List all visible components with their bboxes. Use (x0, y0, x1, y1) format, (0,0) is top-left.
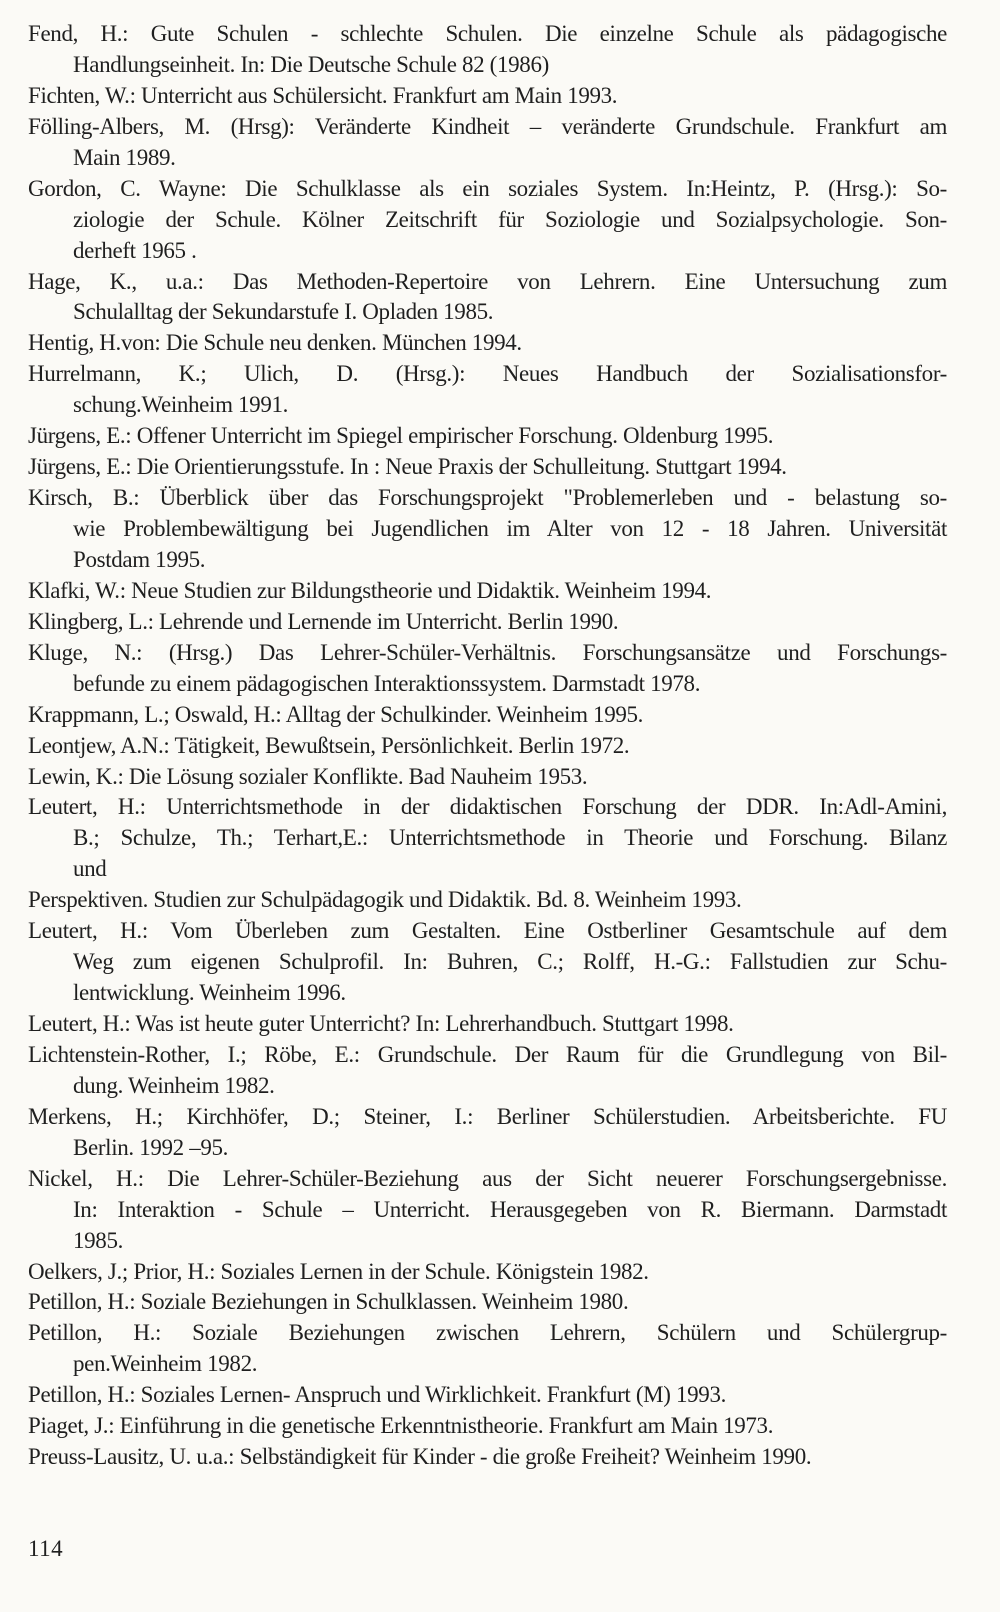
entry-first-line: Klingberg, L.: Lehrende und Lernende im Unterricht. Berlin 1990. (28, 608, 619, 634)
entry-continuation-line: Berlin. 1992 –95. (73, 1134, 229, 1160)
bibliography-entry (28, 19, 947, 81)
entry-continuation-line: Weg zum eigenen Schulprofil. In: Buhren, C.; Rolff, H.-G.: Fallstudien zur Schu- (73, 949, 947, 975)
bibliography-entry (28, 421, 947, 452)
entry-first-line: Gordon, C. Wayne: Die Schulklasse als ein soziales System. In:Heintz, P. (Hrsg.): So- (28, 175, 947, 201)
entry-first-line: Perspektiven. Studien zur Schulpädagogik und Didaktik. Bd. 8. Weinheim 1993. (28, 887, 742, 913)
entry-continuation-line: Handlungseinheit. In: Die Deutsche Schule 82 (1986) (73, 51, 549, 77)
bibliography-entry (28, 174, 947, 267)
bibliography-entry (28, 607, 947, 638)
entry-first-line: Hurrelmann, K.; Ulich, D. (Hrsg.): Neues Handbuch der Sozialisationsfor- (28, 361, 947, 387)
bibliography-entry (28, 1102, 947, 1164)
entry-continuation-line: und (73, 856, 107, 882)
entry-first-line: Leutert, H.: Vom Überleben zum Gestalten. Eine Ostberliner Gesamtschule auf dem (28, 918, 947, 944)
entry-first-line: Lewin, K.: Die Lösung sozialer Konflikte. Bad Nauheim 1953. (28, 763, 588, 789)
bibliography-entry (28, 1318, 947, 1380)
bibliography-list (28, 19, 947, 1473)
bibliography-entry (28, 1380, 947, 1411)
entry-continuation-line: ziologie der Schule. Kölner Zeitschrift für Soziologie und Sozialpsychologie. Son- (73, 206, 947, 232)
bibliography-entry (28, 112, 947, 174)
entry-continuation-line: wie Problembewältigung bei Jugendlichen im Alter von 12 - 18 Jahren. Universität (73, 516, 947, 541)
bibliography-entry (28, 885, 947, 916)
entry-continuation-line: dung. Weinheim 1982. (73, 1072, 275, 1098)
bibliography-entry (28, 731, 947, 762)
entry-first-line: Jürgens, E.: Die Orientierungsstufe. In : Neue Praxis der Schulleitung. Stuttgart 1994. (28, 454, 787, 480)
entry-first-line: Hage, K., u.a.: Das Methoden-Repertoire von Lehrern. Eine Untersuchung zum (28, 268, 947, 294)
entry-first-line: Piaget, J.: Einführung in die genetische Erkenntnistheorie. Frankfurt am Main 1973. (28, 1413, 774, 1439)
bibliography-entry (28, 1040, 947, 1102)
entry-first-line: Jürgens, E.: Offener Unterricht im Spiegel empirischer Forschung. Oldenburg 1995. (28, 423, 774, 449)
entry-first-line: Petillon, H.: Soziale Beziehungen in Schulklassen. Weinheim 1980. (28, 1289, 629, 1315)
bibliography-entry (28, 359, 947, 421)
entry-first-line: Leutert, H.: Was ist heute guter Unterricht? In: Lehrerhandbuch. Stuttgart 1998. (28, 1011, 734, 1036)
entry-continuation-line: pen.Weinheim 1982. (73, 1351, 258, 1377)
bibliography-entry (28, 792, 947, 885)
entry-first-line: Leutert, H.: Unterrichtsmethode in der didaktischen Forschung der DDR. In:Adl-Amini, (28, 794, 947, 820)
entry-continuation-line: derheft 1965 . (73, 237, 197, 263)
entry-first-line: Petillon, H.: Soziales Lernen- Anspruch und Wirklichkeit. Frankfurt (M) 1993. (28, 1382, 726, 1408)
entry-first-line: Leontjew, A.N.: Tätigkeit, Bewußtsein, Persönlichkeit. Berlin 1972. (28, 732, 630, 758)
entry-continuation-line: Main 1989. (73, 144, 176, 170)
entry-continuation-line: B.; Schulze, Th.; Terhart,E.: Unterrichtsmethode in Theorie und Forschung. Bilanz (73, 825, 947, 851)
bibliography-entry (28, 916, 947, 1009)
bibliography-entry (28, 452, 947, 483)
bibliography-entry (28, 267, 947, 329)
bibliography-entry (28, 81, 947, 112)
entry-first-line: Krappmann, L.; Oswald, H.: Alltag der Schulkinder. Weinheim 1995. (28, 701, 644, 727)
entry-first-line: Preuss-Lausitz, U. u.a.: Selbständigkeit für Kinder - die große Freiheit? Weinheim 1990. (28, 1444, 812, 1470)
entry-first-line: Fichten, W.: Unterricht aus Schülersicht. Frankfurt am Main 1993. (28, 82, 618, 108)
entry-continuation-line: schung.Weinheim 1991. (73, 392, 289, 418)
bibliography-entry (28, 1009, 947, 1040)
entry-first-line: Fölling-Albers, M. (Hrsg): Veränderte Kindheit – veränderte Grundschule. Frankfurt am (28, 113, 947, 139)
entry-first-line: Merkens, H.; Kirchhöfer, D.; Steiner, I.: Berliner Schülerstudien. Arbeitsberichte. FU (28, 1103, 947, 1129)
entry-first-line: Hentig, H.von: Die Schule neu denken. München 1994. (28, 330, 522, 356)
bibliography-entry (28, 328, 947, 359)
bibliography-entry (28, 576, 947, 607)
bibliography-entry (28, 1164, 947, 1257)
entry-first-line: Oelkers, J.; Prior, H.: Soziales Lernen in der Schule. Königstein 1982. (28, 1258, 649, 1284)
bibliography-entry (28, 762, 947, 793)
entry-continuation-line: Postdam 1995. (73, 546, 206, 572)
bibliography-entry (28, 1442, 947, 1473)
entry-first-line: Nickel, H.: Die Lehrer-Schüler-Beziehung aus der Sicht neuerer Forschungsergebnisse. (28, 1165, 947, 1191)
entry-continuation-line: In: Interaktion - Schule – Unterricht. Herausgegeben von R. Biermann. Darmstadt (73, 1196, 947, 1222)
entry-continuation-line: befunde zu einem pädagogischen Interaktionssystem. Darmstadt 1978. (73, 670, 701, 696)
entry-first-line: Fend, H.: Gute Schulen - schlechte Schulen. Die einzelne Schule als pädagogische (28, 21, 947, 46)
page-number: 114 (28, 1536, 64, 1561)
bibliography-entry (28, 1287, 947, 1318)
entry-first-line: Lichtenstein-Rother, I.; Röbe, E.: Grundschule. Der Raum für die Grundlegung von Bil- (28, 1041, 947, 1067)
bibliography-entry (28, 700, 947, 731)
entry-first-line: Kluge, N.: (Hrsg.) Das Lehrer-Schüler-Verhältnis. Forschungsansätze und Forschungs- (28, 639, 947, 665)
entry-continuation-line: 1985. (73, 1227, 124, 1253)
entry-first-line: Klafki, W.: Neue Studien zur Bildungstheorie und Didaktik. Weinheim 1994. (28, 577, 712, 603)
entry-first-line: Petillon, H.: Soziale Beziehungen zwischen Lehrern, Schülern und Schülergrup- (28, 1320, 947, 1346)
bibliography-entry (28, 483, 947, 576)
bibliography-entry (28, 638, 947, 700)
entry-continuation-line: Schulalltag der Sekundarstufe I. Opladen 1985. (73, 299, 494, 325)
entry-continuation-line: lentwicklung. Weinheim 1996. (73, 980, 346, 1006)
bibliography-entry (28, 1257, 947, 1288)
bibliography-entry (28, 1411, 947, 1442)
entry-first-line: Kirsch, B.: Überblick über das Forschungsprojekt "Problemerleben und - belastung so- (28, 485, 947, 511)
